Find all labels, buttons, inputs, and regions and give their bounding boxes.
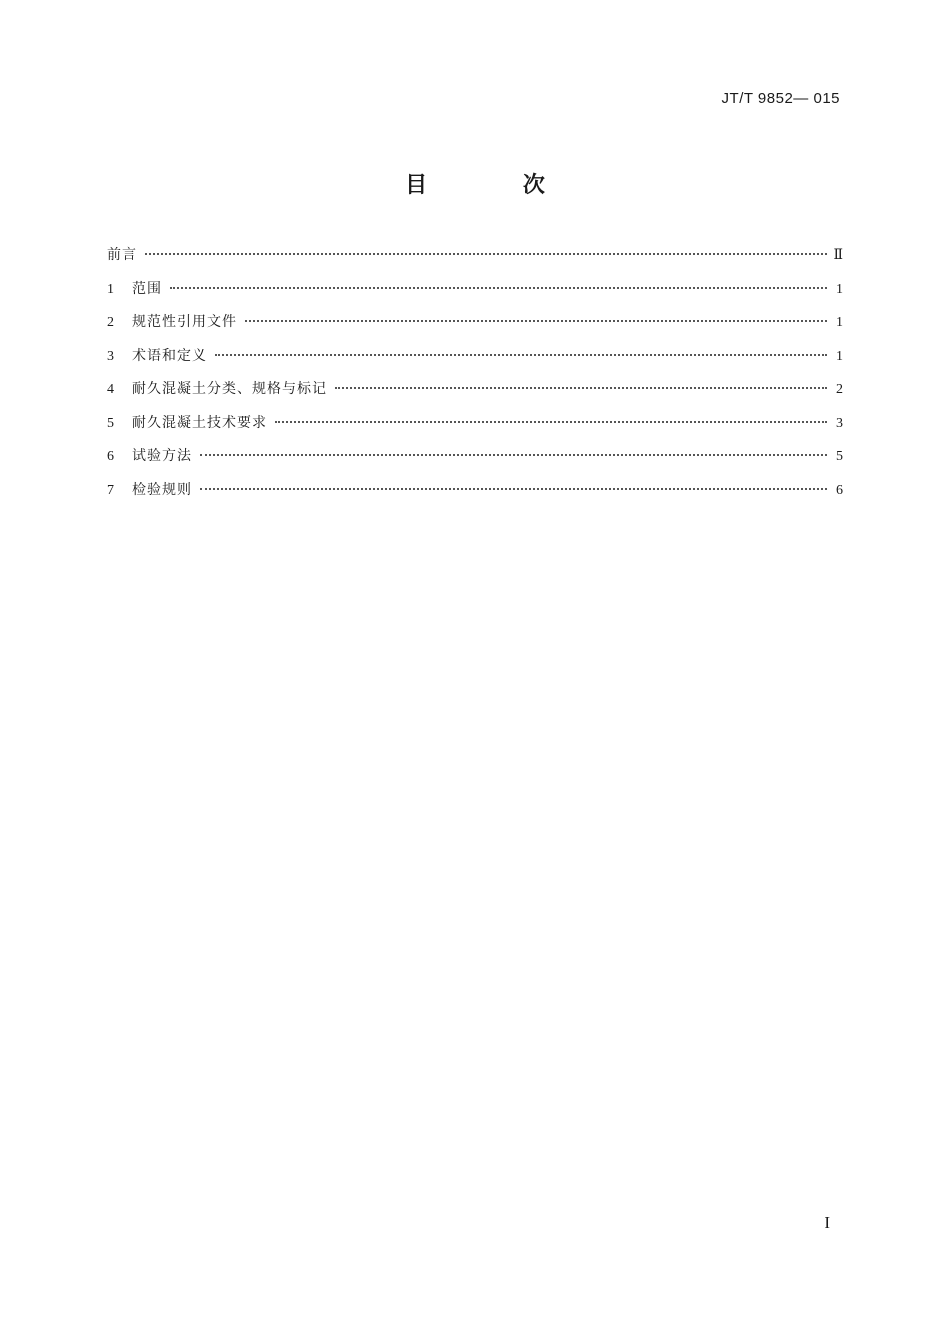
- toc-entry-4[interactable]: [107, 378, 843, 412]
- toc-entry-7[interactable]: [107, 479, 843, 513]
- toc-entry-page: 2: [836, 382, 843, 397]
- toc-entry-2[interactable]: [107, 311, 843, 345]
- page-number: I: [824, 1213, 830, 1232]
- toc-entry-page: 3: [836, 415, 843, 431]
- toc-entry-6[interactable]: [107, 445, 843, 479]
- toc-entry-label: 规范性引用文件: [132, 314, 237, 330]
- toc-leader-dots: [245, 320, 827, 322]
- toc-entry-page: 1: [836, 315, 843, 330]
- toc-entry-preface[interactable]: [107, 244, 843, 278]
- toc-leader-dots: [200, 454, 827, 456]
- toc-entry-number: 6: [107, 449, 114, 464]
- toc-entry-1[interactable]: [107, 278, 843, 312]
- toc-entry-label: 耐久混凝土技术要求: [132, 414, 267, 431]
- table-of-contents: [107, 244, 843, 512]
- toc-entry-label: 试验方法: [132, 448, 192, 464]
- toc-entry-page: 6: [836, 482, 843, 498]
- toc-entry-number: 1: [107, 281, 114, 297]
- toc-entry-page: 1: [836, 281, 843, 297]
- toc-leader-dots: [200, 488, 827, 490]
- toc-title: 目 次: [405, 173, 589, 198]
- toc-entry-3[interactable]: [107, 345, 843, 379]
- toc-entry-label: 检验规则: [132, 481, 192, 498]
- toc-entry-number: 4: [107, 382, 114, 397]
- toc-entry-number: 7: [107, 482, 114, 498]
- toc-leader-dots: [170, 287, 827, 289]
- document-code: JT/T 9852— 015: [721, 90, 840, 107]
- toc-leader-dots: [335, 387, 827, 389]
- toc-entry-page: 1: [836, 348, 843, 364]
- toc-entry-number: 3: [107, 348, 114, 364]
- toc-entry-label: 耐久混凝土分类、规格与标记: [132, 381, 327, 397]
- toc-entry-page: 5: [836, 449, 843, 464]
- toc-entry-number: 5: [107, 415, 114, 431]
- toc-entry-label: 术语和定义: [132, 347, 207, 364]
- toc-entry-label: 前言: [107, 247, 137, 263]
- toc-leader-dots: [215, 354, 827, 356]
- toc-entry-label: 范围: [132, 280, 162, 297]
- toc-leader-dots: [145, 253, 827, 255]
- toc-entry-5[interactable]: [107, 412, 843, 446]
- toc-entry-number: 2: [107, 315, 114, 330]
- toc-entry-page: Ⅱ: [833, 248, 843, 263]
- toc-leader-dots: [275, 421, 827, 423]
